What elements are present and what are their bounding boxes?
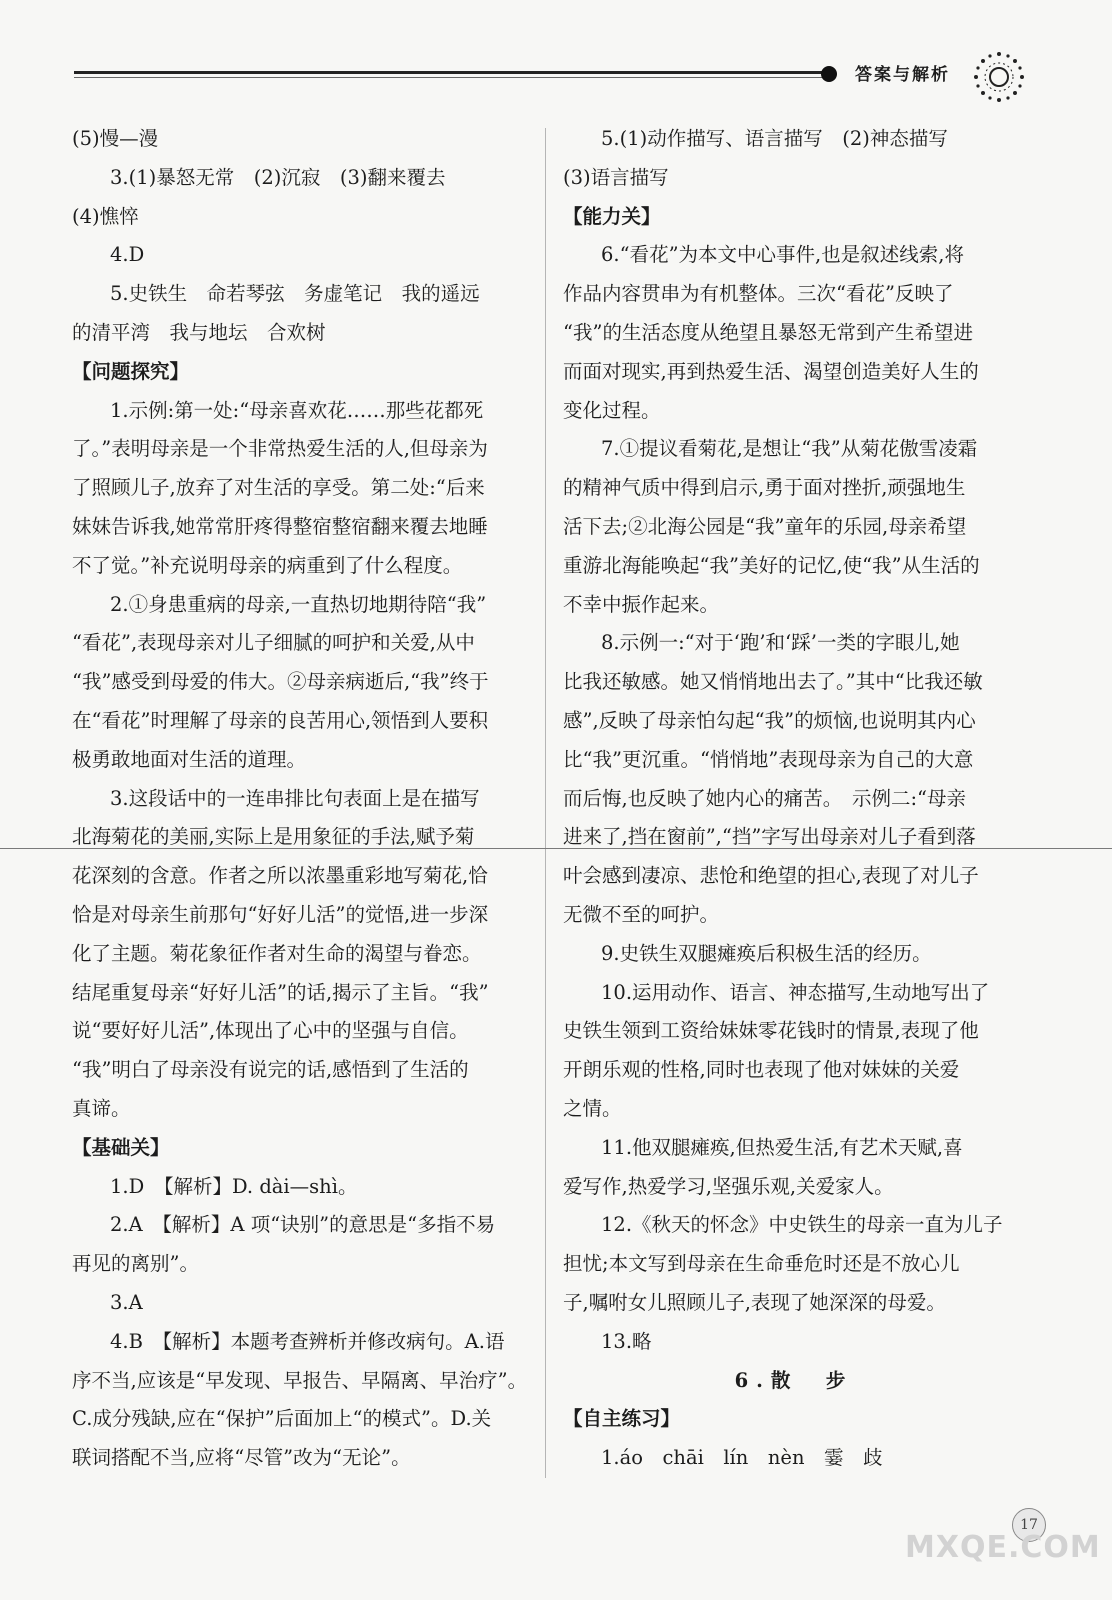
header-dot bbox=[821, 66, 837, 82]
text-line: 说“要好好儿活”,体现出了心中的坚强与自信。 bbox=[72, 1019, 469, 1043]
text-line: 爱写作,热爱学习,坚强乐观,关爱家人。 bbox=[563, 1174, 894, 1198]
text-line: 在“看花”时理解了母亲的良苦用心,领悟到人要积 bbox=[72, 708, 489, 732]
page-number: 17 bbox=[1012, 1508, 1046, 1542]
text-line: 2.A 【解析】A 项“诀别”的意思是“多指不易 bbox=[110, 1213, 496, 1237]
header-rule bbox=[74, 71, 826, 74]
text-line: 而后悔,也反映了她内心的痛苦。 示例二:“母亲 bbox=[563, 786, 966, 810]
text-line: 3.这段话中的一连串排比句表面上是在描写 bbox=[110, 786, 480, 810]
text-line: 8.示例一:“对于‘跑’和‘踩’一类的字眼儿,她 bbox=[601, 631, 960, 655]
text-line: (4)憔悴 bbox=[72, 204, 139, 228]
text-line: 比“我”更沉重。“悄悄地”表现母亲为自己的大意 bbox=[563, 747, 974, 771]
text-line: “我”感受到母爱的伟大。②母亲病逝后,“我”终于 bbox=[72, 670, 489, 694]
text-line: 不了觉。”补充说明母亲的病重到了什么程度。 bbox=[72, 553, 463, 577]
text-line: 1.示例:第一处:“母亲喜欢花……那些花都死 bbox=[110, 398, 484, 422]
section-heading: 【问题探究】 bbox=[72, 359, 190, 383]
text-line: 4.B 【解析】本题考查辨析并修改病句。A.语 bbox=[110, 1329, 505, 1353]
text-line: C.成分残缺,应在“保护”后面加上“的模式”。D.关 bbox=[72, 1407, 492, 1431]
text-line: 5.史铁生 命若琴弦 务虚笔记 我的遥远 bbox=[110, 282, 480, 306]
text-line: 进来了,挡在窗前”,“挡”字写出母亲对儿子看到落 bbox=[563, 825, 976, 849]
text-line: 再见的离别”。 bbox=[72, 1252, 199, 1276]
text-line: 叶会感到凄凉、悲怆和绝望的担心,表现了对儿子 bbox=[563, 864, 979, 888]
text-line: 13.略 bbox=[601, 1329, 652, 1353]
text-line: 5.(1)动作描写、语言描写 (2)神态描写 bbox=[601, 127, 948, 150]
text-line: 1.D 【解析】D. dài—shì。 bbox=[110, 1174, 358, 1198]
text-line: 2.①身患重病的母亲,一直热切地期待陪“我” bbox=[110, 592, 487, 616]
text-line: 序不当,应该是“早发现、早报告、早隔离、早治疗”。 bbox=[72, 1368, 528, 1392]
text-line: 的清平湾 我与地坛 合欢树 bbox=[72, 320, 326, 344]
text-line: 真谛。 bbox=[72, 1096, 131, 1120]
running-header-title: 答案与解析 bbox=[855, 65, 950, 85]
text-line: 恰是对母亲生前那句“好好儿活”的觉悟,进一步深 bbox=[72, 902, 489, 926]
text-line: 12.《秋天的怀念》中史铁生的母亲一直为儿子 bbox=[601, 1213, 1003, 1237]
text-line: 无微不至的呵护。 bbox=[563, 902, 720, 926]
text-line: (5)慢—漫 bbox=[72, 127, 159, 150]
text-line: “我”明白了母亲没有说完的话,感悟到了生活的 bbox=[72, 1058, 469, 1082]
text-line: (3)语言描写 bbox=[563, 165, 669, 189]
text-line: 7.①提议看菊花,是想让“我”从菊花傲雪凌霜 bbox=[601, 437, 978, 461]
left-column bbox=[72, 120, 532, 1478]
text-line: 北海菊花的美丽,实际上是用象征的手法,赋予菊 bbox=[72, 825, 475, 849]
text-line: 化了主题。菊花象征作者对生命的渴望与眷恋。 bbox=[72, 941, 482, 965]
sun-ornament-icon bbox=[970, 48, 1028, 106]
text-line: 不幸中振作起来。 bbox=[563, 592, 720, 616]
text-line: 10.运用动作、语言、神态描写,生动地写出了 bbox=[601, 980, 990, 1004]
header-rule-thin bbox=[74, 77, 826, 78]
text-line: 担忧;本文写到母亲在生命垂危时还是不放心儿 bbox=[563, 1252, 960, 1276]
text-line: 史铁生领到工资给妹妹零花钱时的情景,表现了他 bbox=[563, 1019, 979, 1043]
text-line: 6.“看花”为本文中心事件,也是叙述线索,将 bbox=[601, 243, 964, 267]
text-line: 之情。 bbox=[563, 1096, 622, 1120]
text-line: 的精神气质中得到启示,勇于面对挫折,顽强地生 bbox=[563, 476, 966, 500]
text-line: 3.(1)暴怒无常 (2)沉寂 (3)翻来覆去 bbox=[110, 165, 446, 189]
section-heading: 【基础关】 bbox=[72, 1135, 170, 1159]
text-line: “看花”,表现母亲对儿子细腻的呵护和关爱,从中 bbox=[72, 631, 475, 655]
text-line: 极勇敢地面对生活的道理。 bbox=[72, 747, 307, 771]
watermark: MXQE.COM bbox=[905, 1530, 1101, 1565]
column-divider bbox=[545, 128, 546, 1478]
text-line: 感”,反映了母亲怕勾起“我”的烦恼,也说明其内心 bbox=[563, 708, 976, 732]
text-line: 11.他双腿瘫痪,但热爱生活,有艺术天赋,喜 bbox=[601, 1135, 963, 1159]
text-line: 结尾重复母亲“好好儿活”的话,揭示了主旨。“我” bbox=[72, 980, 489, 1004]
lesson-title: 6.散 步 bbox=[734, 1368, 854, 1392]
text-line: 妹妹告诉我,她常常肝疼得整宿整宿翻来覆去地睡 bbox=[72, 514, 488, 538]
text-line: “我”的生活态度从绝望且暴怒无常到产生希望进 bbox=[563, 320, 973, 344]
text-line: 活下去;②北海公园是“我”童年的乐园,母亲希望 bbox=[563, 514, 967, 538]
text-line: 作品内容贯串为有机整体。三次“看花”反映了 bbox=[563, 282, 954, 306]
text-line: 4.D bbox=[110, 243, 145, 267]
section-heading: 【能力关】 bbox=[563, 204, 661, 228]
text-line: 花深刻的含意。作者之所以浓墨重彩地写菊花,恰 bbox=[72, 864, 488, 888]
text-line: 1.áo chāi lín nèn 霎 歧 bbox=[601, 1446, 883, 1470]
text-line: 联词搭配不当,应将“尽管”改为“无论”。 bbox=[72, 1446, 411, 1470]
text-line: 子,嘱咐女儿照顾儿子,表现了她深深的母爱。 bbox=[563, 1290, 946, 1314]
text-line: 开朗乐观的性格,同时也表现了他对妹妹的关爱 bbox=[563, 1058, 960, 1082]
text-line: 了。”表明母亲是一个非常热爱生活的人,但母亲为 bbox=[72, 437, 488, 461]
text-line: 而面对现实,再到热爱生活、渴望创造美好人生的 bbox=[563, 359, 979, 383]
text-line: 了照顾儿子,放弃了对生活的享受。第二处:“后来 bbox=[72, 476, 485, 500]
text-line: 变化过程。 bbox=[563, 398, 661, 422]
text-line: 重游北海能唤起“我”美好的记忆,使“我”从生活的 bbox=[563, 553, 980, 577]
text-line: 3.A bbox=[110, 1290, 143, 1314]
text-line: 9.史铁生双腿瘫痪后积极生活的经历。 bbox=[601, 941, 932, 965]
text-line: 比我还敏感。她又悄悄地出去了。”其中“比我还敏 bbox=[563, 670, 983, 694]
section-heading: 【自主练习】 bbox=[563, 1407, 681, 1431]
right-column bbox=[563, 120, 1025, 1478]
